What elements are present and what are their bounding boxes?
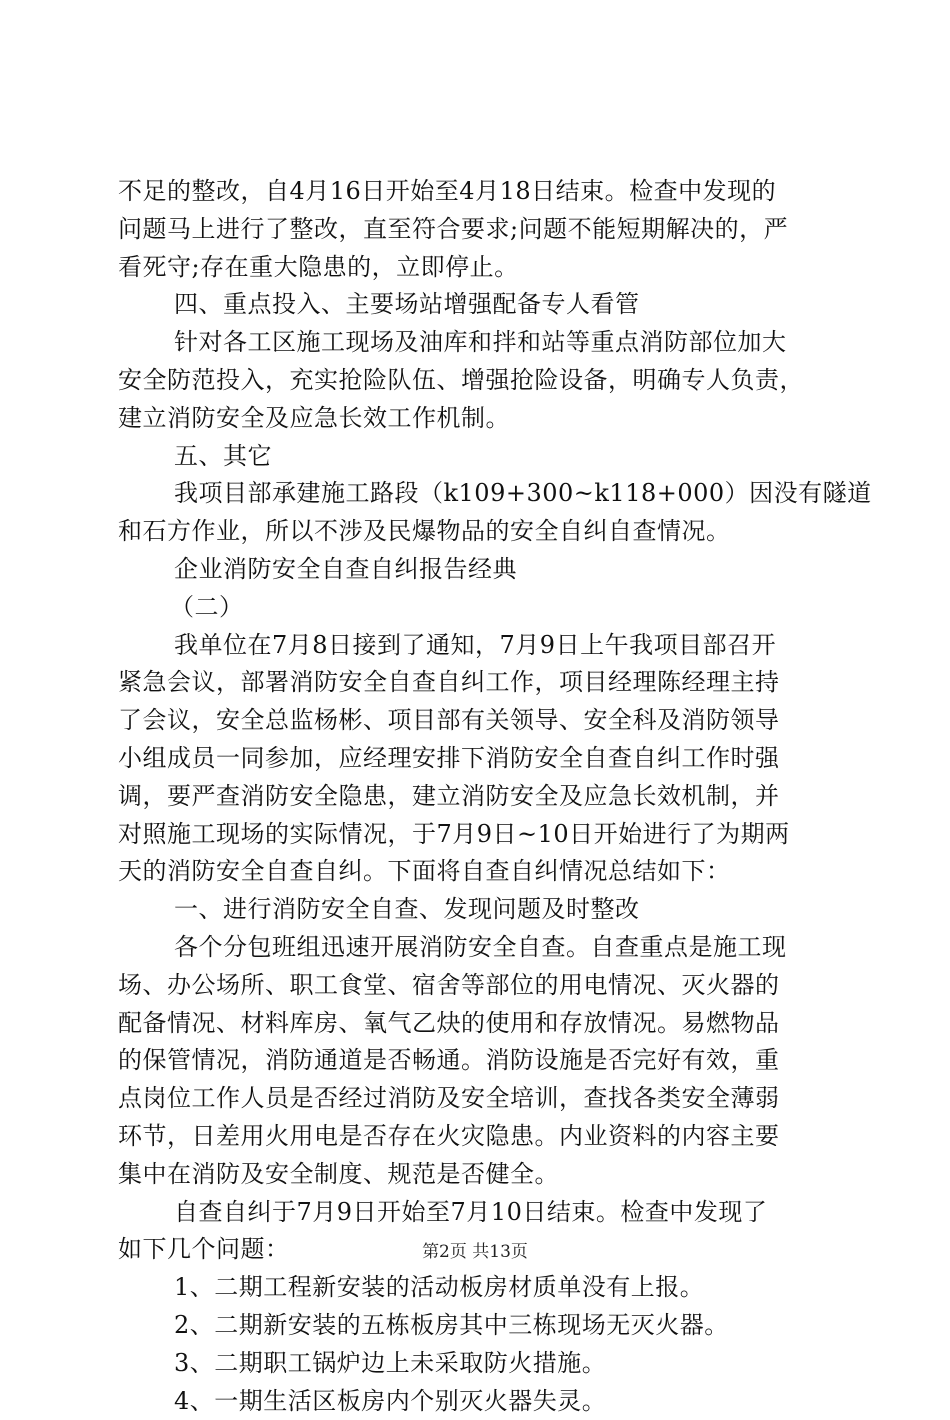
list-item: 3、二期职工锅炉边上未采取防火措施。: [118, 1345, 840, 1383]
paragraph-line: 场、办公场所、职工食堂、宿舍等部位的用电情况、灭火器的: [118, 967, 840, 1005]
paragraph-line: 配备情况、材料库房、氧气乙炔的使用和存放情况。易燃物品: [118, 1005, 840, 1043]
page-number-footer: 第2页 共13页: [0, 1240, 950, 1264]
paragraph-line: 建立消防安全及应急长效工作机制。: [118, 400, 840, 438]
paragraph-line: 问题马上进行了整改，直至符合要求;问题不能短期解决的，严: [118, 211, 840, 249]
paragraph-line: 对照施工现场的实际情况，于7月9日~10日开始进行了为期两: [118, 816, 840, 854]
list-item: 2、二期新安装的五栋板房其中三栋现场无灭火器。: [118, 1307, 840, 1345]
section-heading: 四、重点投入、主要场站增强配备专人看管: [118, 286, 840, 324]
document-part-number: （二）: [118, 589, 840, 627]
paragraph-line: 天的消防安全自查自纠。下面将自查自纠情况总结如下：: [118, 853, 840, 891]
paragraph-line: 和石方作业，所以不涉及民爆物品的安全自纠自查情况。: [118, 513, 840, 551]
paragraph-line: 如下几个问题：: [118, 1231, 840, 1269]
section-heading: 一、进行消防安全自查、发现问题及时整改: [118, 891, 840, 929]
paragraph-line: 安全防范投入，充实抢险队伍、增强抢险设备，明确专人负责，: [118, 362, 840, 400]
paragraph-line: 不足的整改，自4月16日开始至4月18日结束。检查中发现的: [118, 173, 840, 211]
paragraph-line: 小组成员一同参加，应经理安排下消防安全自查自纠工作时强: [118, 740, 840, 778]
section-heading: 五、其它: [118, 438, 840, 476]
paragraph-line: 的保管情况，消防通道是否畅通。消防设施是否完好有效，重: [118, 1042, 840, 1080]
document-body: [118, 173, 840, 1420]
paragraph-line: 针对各工区施工现场及油库和拌和站等重点消防部位加大: [118, 324, 840, 362]
paragraph-line: 紧急会议，部署消防安全自查自纠工作，项目经理陈经理主持: [118, 664, 840, 702]
document-subtitle: 企业消防安全自查自纠报告经典: [118, 551, 840, 589]
paragraph-line: 了会议，安全总监杨彬、项目部有关领导、安全科及消防领导: [118, 702, 840, 740]
paragraph-line: 我项目部承建施工路段（k109+300~k118+000）因没有隧道: [118, 475, 840, 513]
paragraph-line: 点岗位工作人员是否经过消防及安全培训，查找各类安全薄弱: [118, 1080, 840, 1118]
paragraph-line: 调，要严查消防安全隐患，建立消防安全及应急长效机制，并: [118, 778, 840, 816]
paragraph-line: 各个分包班组迅速开展消防安全自查。自查重点是施工现: [118, 929, 840, 967]
paragraph-line: 集中在消防及安全制度、规范是否健全。: [118, 1156, 840, 1194]
paragraph-line: 我单位在7月8日接到了通知，7月9日上午我项目部召开: [118, 627, 840, 665]
list-item: 1、二期工程新安装的活动板房材质单没有上报。: [118, 1269, 840, 1307]
paragraph-line: 自查自纠于7月9日开始至7月10日结束。检查中发现了: [118, 1194, 840, 1232]
paragraph-line: 环节，日差用火用电是否存在火灾隐患。内业资料的内容主要: [118, 1118, 840, 1156]
list-item: 4、一期生活区板房内个别灭火器失灵。: [118, 1383, 840, 1420]
paragraph-line: 看死守;存在重大隐患的，立即停止。: [118, 249, 840, 287]
